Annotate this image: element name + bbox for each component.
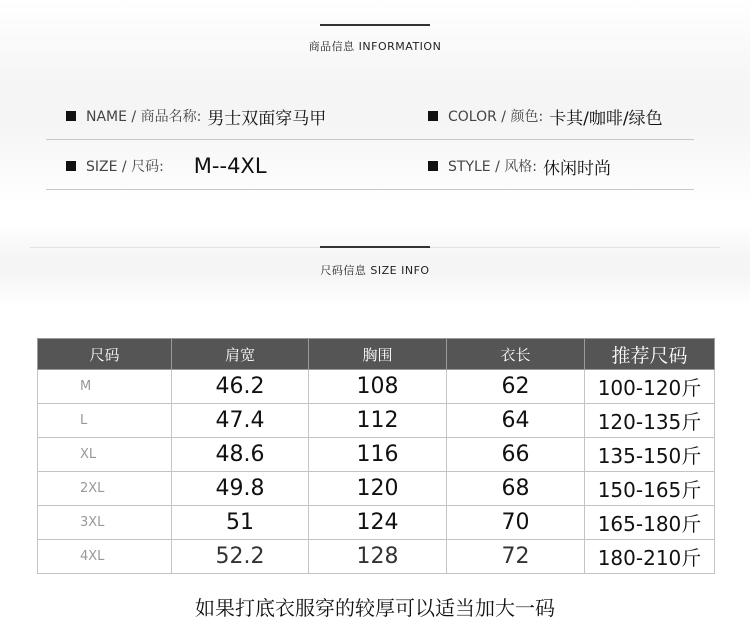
column-header-chest: 胸围	[309, 339, 447, 370]
cell-size: 3XL	[38, 506, 172, 540]
cell-chest: 116	[309, 438, 447, 472]
cell-size: 4XL	[38, 540, 172, 574]
size-value: M--4XL	[193, 154, 267, 178]
cell-chest: 108	[309, 370, 447, 404]
square-bullet-icon	[428, 111, 438, 121]
cell-length: 62	[447, 370, 585, 404]
cell-length: 66	[447, 438, 585, 472]
footer-note: 如果打底衣服穿的较厚可以适当加大一码	[195, 596, 555, 620]
cell-size: M	[38, 370, 172, 404]
cell-chest: 128	[309, 540, 447, 574]
cell-size: XL	[38, 438, 172, 472]
cell-recommended: 120-135斤	[585, 404, 715, 438]
style-value: 休闲时尚	[542, 158, 611, 179]
size-heading: 尺码信息 SIZE INFO	[320, 264, 430, 277]
cell-shoulder: 46.2	[172, 370, 309, 404]
info-row-style	[428, 154, 611, 178]
cell-recommended: 180-210斤	[585, 540, 715, 574]
cell-shoulder: 52.2	[172, 540, 309, 574]
info-heading-rule	[320, 24, 430, 26]
info-divider	[46, 139, 694, 140]
table-row	[38, 540, 715, 574]
info-row-color	[428, 104, 663, 128]
cell-shoulder: 47.4	[172, 404, 309, 438]
cell-shoulder: 48.6	[172, 438, 309, 472]
cell-shoulder: 51	[172, 506, 309, 540]
cell-chest: 124	[309, 506, 447, 540]
table-row	[38, 404, 715, 438]
column-header-size: 尺码	[38, 339, 172, 370]
column-header-shoulder: 肩宽	[172, 339, 309, 370]
table-row	[38, 438, 715, 472]
square-bullet-icon	[66, 161, 76, 171]
size-label: SIZE / 尺码:	[86, 159, 164, 175]
cell-recommended: 165-180斤	[585, 506, 715, 540]
cell-length: 70	[447, 506, 585, 540]
size-heading-rule	[320, 246, 430, 248]
table-row	[38, 506, 715, 540]
table-row	[38, 472, 715, 506]
cell-chest: 112	[309, 404, 447, 438]
cell-chest: 120	[309, 472, 447, 506]
cell-shoulder: 49.8	[172, 472, 309, 506]
name-label: NAME / 商品名称:	[86, 109, 202, 125]
table-header-row	[38, 339, 715, 370]
info-heading: 商品信息 INFORMATION	[308, 40, 442, 53]
color-value: 卡其/咖啡/绿色	[549, 108, 663, 129]
table-row	[38, 370, 715, 404]
info-row-name	[66, 104, 326, 128]
name-value: 男士双面穿马甲	[207, 108, 327, 129]
column-header-length: 衣长	[447, 339, 585, 370]
cell-recommended: 150-165斤	[585, 472, 715, 506]
size-table	[37, 338, 715, 574]
cell-recommended: 135-150斤	[585, 438, 715, 472]
column-header-recommended: 推荐尺码	[585, 339, 715, 370]
cell-size: 2XL	[38, 472, 172, 506]
cell-length: 72	[447, 540, 585, 574]
cell-length: 68	[447, 472, 585, 506]
style-label: STYLE / 风格:	[448, 159, 537, 175]
info-row-size	[66, 154, 267, 178]
color-label: COLOR / 颜色:	[448, 109, 544, 125]
square-bullet-icon	[428, 161, 438, 171]
info-divider	[46, 189, 694, 190]
cell-size: L	[38, 404, 172, 438]
square-bullet-icon	[66, 111, 76, 121]
cell-length: 64	[447, 404, 585, 438]
cell-recommended: 100-120斤	[585, 370, 715, 404]
